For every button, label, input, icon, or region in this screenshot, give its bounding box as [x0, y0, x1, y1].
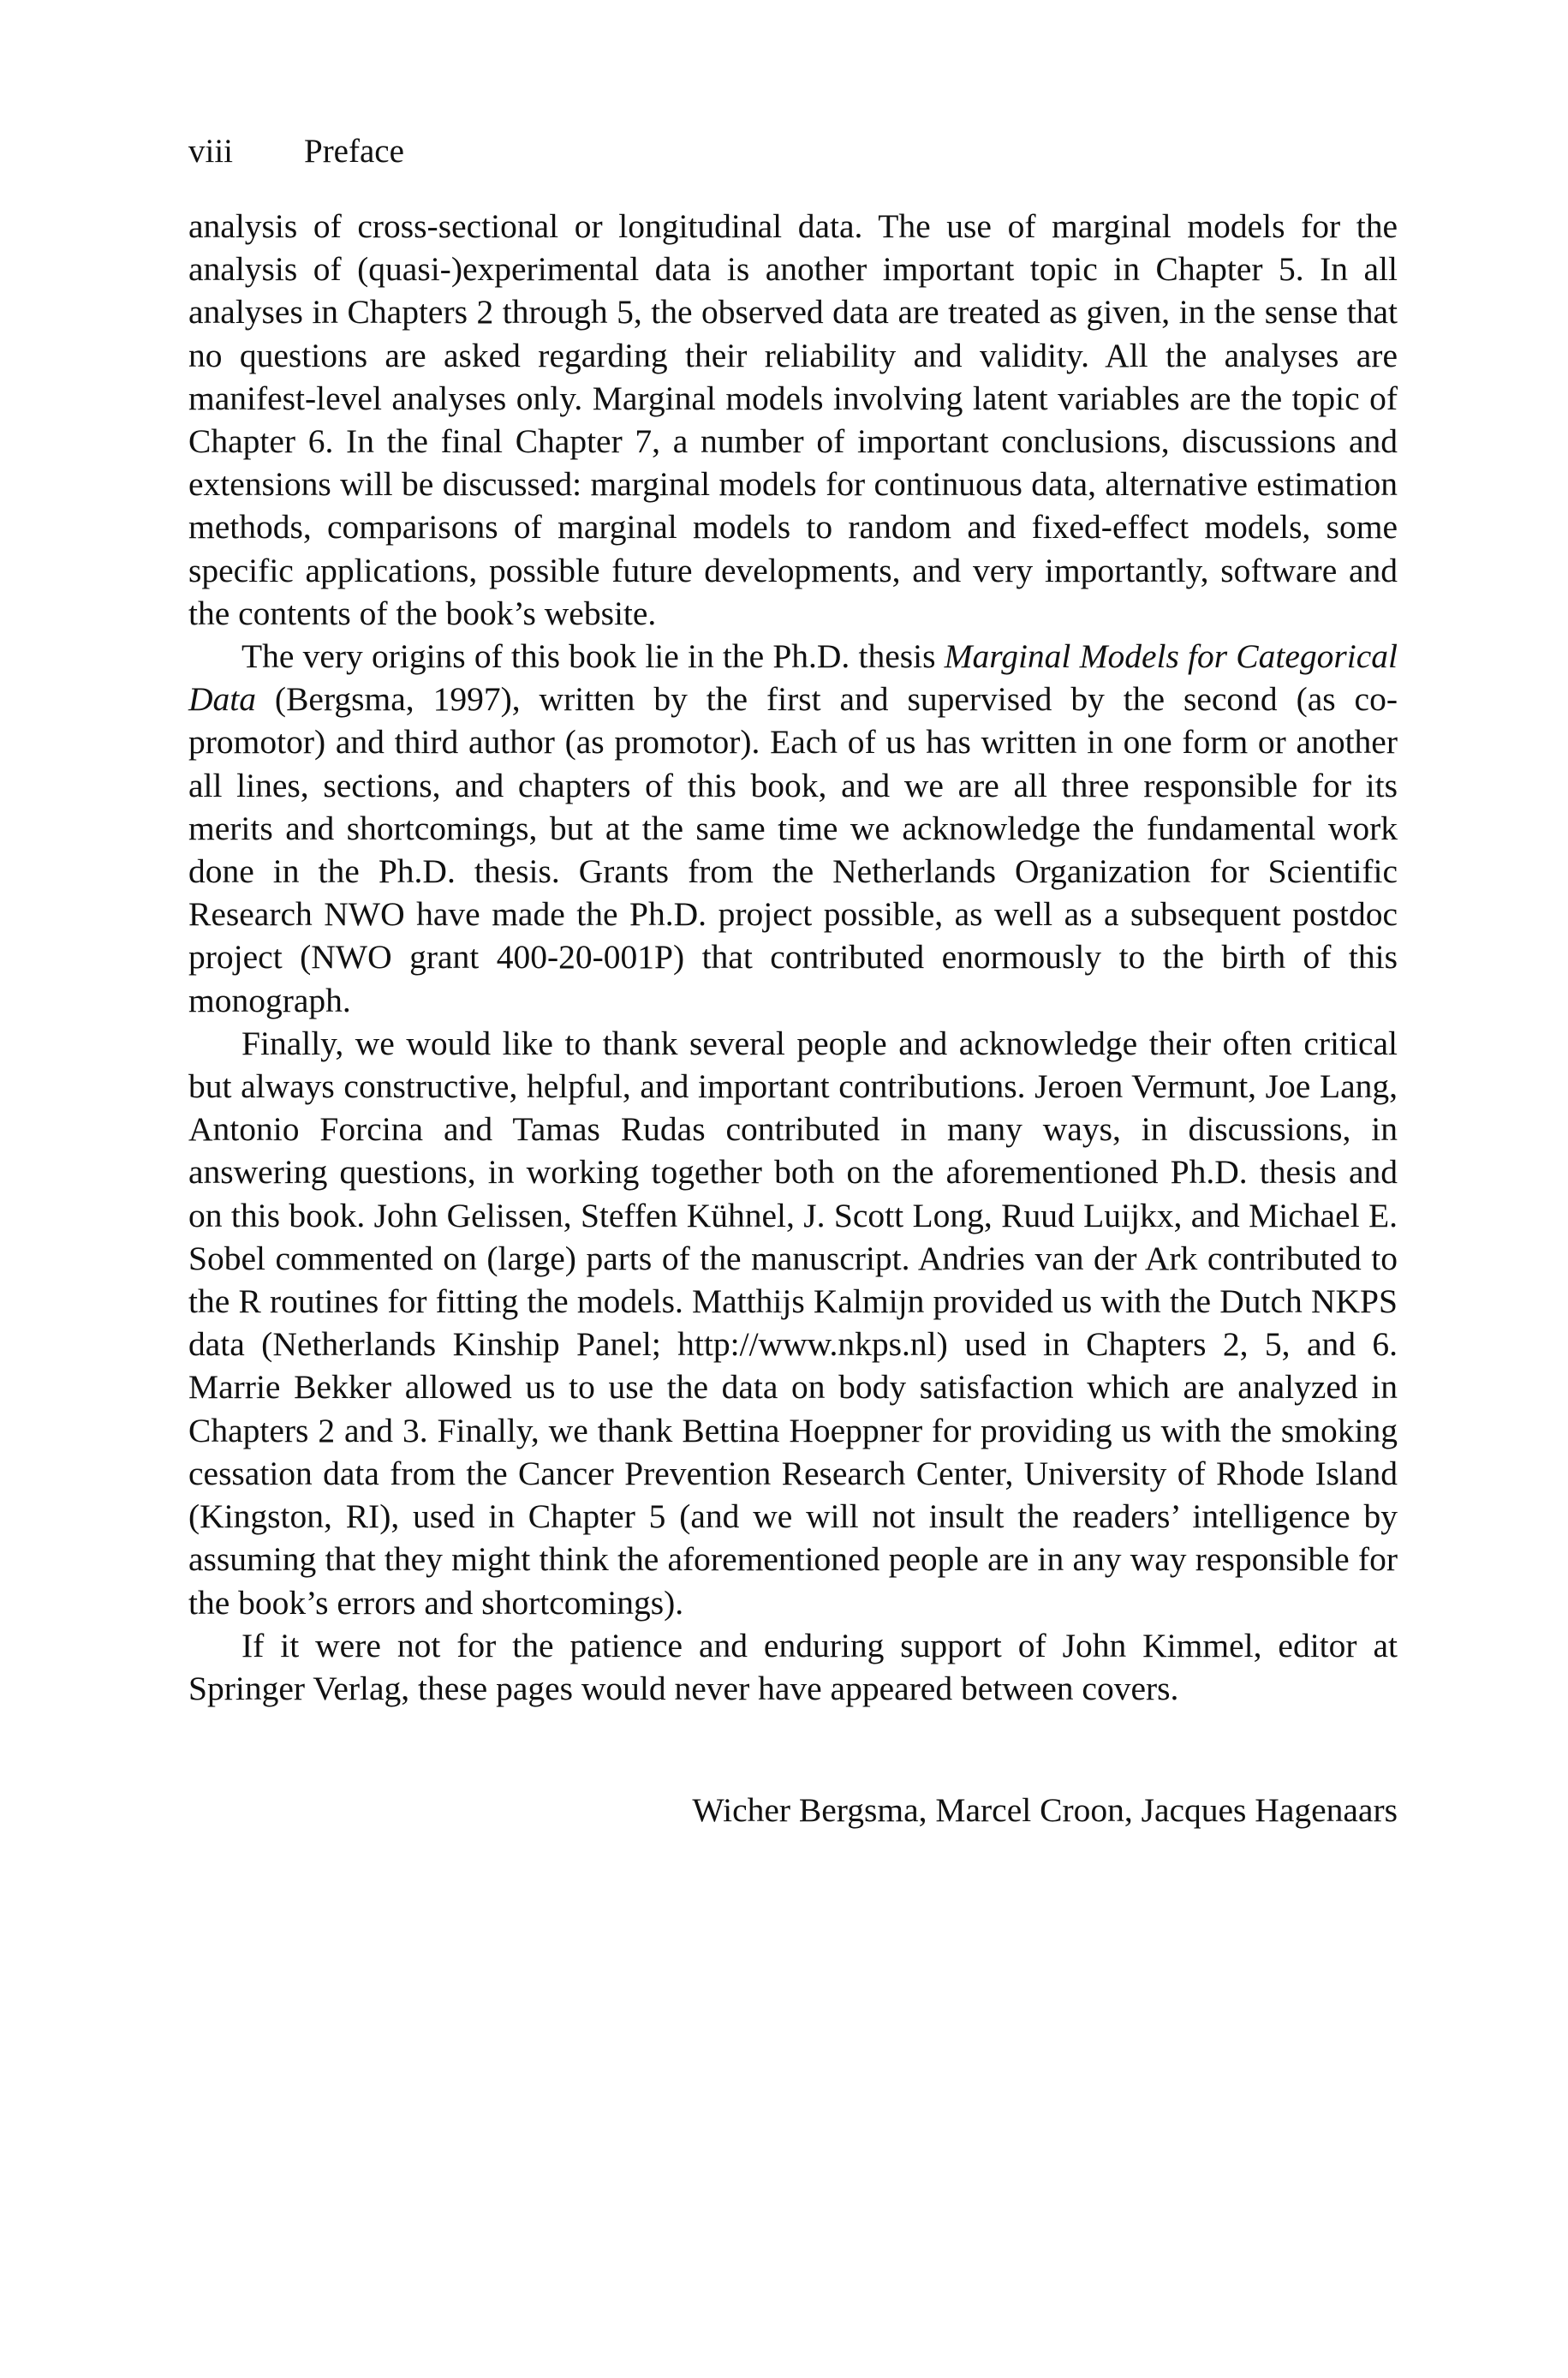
paragraph-origins — [188, 635, 1398, 1022]
paragraph-origins-rest: (Bergsma, 1997), written by the first and supervised by the second (as co-promotor) and third author (as promotor). Each of us has written in one form or another all lines, sections, and chapters of this book, and we are all three responsible for its merits and shortcomings, but at the same time we acknowledge the fundamental work done in the Ph.D. thesis. Grants from the Netherlands Organization for Scientific Research NWO have made the Ph.D. project possible, as well as a subsequent postdoc project (NWO grant 400-20-001P) that contributed enormously to the birth of this monograph. — [188, 680, 1398, 1019]
thesis-title: Marginal Models for Categorical Data — [188, 637, 1398, 719]
page-number: viii — [188, 133, 234, 170]
body-text — [188, 205, 1398, 1710]
paragraph-continuation: analysis of cross-sectional or longitudinal data. The use of marginal models for the analysis of (quasi-)experimental data is another important topic in Chapter 5. In all analyses in Chapters 2 through 5, the observed data are treated as given, in the sense that no questions are asked regarding their reliability and validity. All the analyses are manifest-level analyses only. Marginal models involving latent variables are the topic of Chapter 6. In the final Chapter 7, a number of important conclusions, discussions and extensions will be discussed: marginal models for continuous data, alternative estimation methods, comparisons of marginal models to random and fixed-effect models, some specific applications, possible future developments, and very importantly, software and the contents of the book’s website. — [188, 207, 1398, 632]
section-title: Preface — [304, 133, 404, 170]
author-signature: Wicher Bergsma, Marcel Croon, Jacques Hagenaars — [692, 1791, 1398, 1829]
running-head — [188, 130, 404, 173]
paragraph-acknowledgements: Finally, we would like to thank several people and acknowledge their often critical but always constructive, helpful, and important contributions. Jeroen Vermunt, Joe Lang, Antonio Forcina and Tamas Rudas contributed in many ways, in discussions, in answering questions, in working together both on the aforementioned Ph.D. thesis and on this book. John Gelissen, Steffen Kühnel, J. Scott Long, Ruud Luijkx, and Michael E. Sobel commented on (large) parts of the manuscript. Andries van der Ark contributed to the R routines for fitting the models. Matthijs Kalmijn provided us with the Dutch NKPS data (Netherlands Kinship Panel; http://www.nkps.nl) used in Chapters 2, 5, and 6. Marrie Bekker allowed us to use the data on body satisfaction which are analyzed in Chapters 2 and 3. Finally, we thank Bettina Hoeppner for providing us with the smoking cessation data from the Cancer Prevention Research Center, University of Rhode Island (Kingston, RI), used in Chapter 5 (and we will not insult the readers’ intelligence by assuming that they might think the aforementioned people are in any way responsible for the book’s errors and shortcomings). — [188, 1024, 1398, 1622]
paragraph-origins-lead: The very origins of this book lie in the Ph.D. thesis — [241, 637, 945, 676]
paragraph-publisher: If it were not for the patience and enduring support of John Kimmel, editor at Springer Verlag, these pages would never have appeared between covers. — [188, 1626, 1398, 1707]
